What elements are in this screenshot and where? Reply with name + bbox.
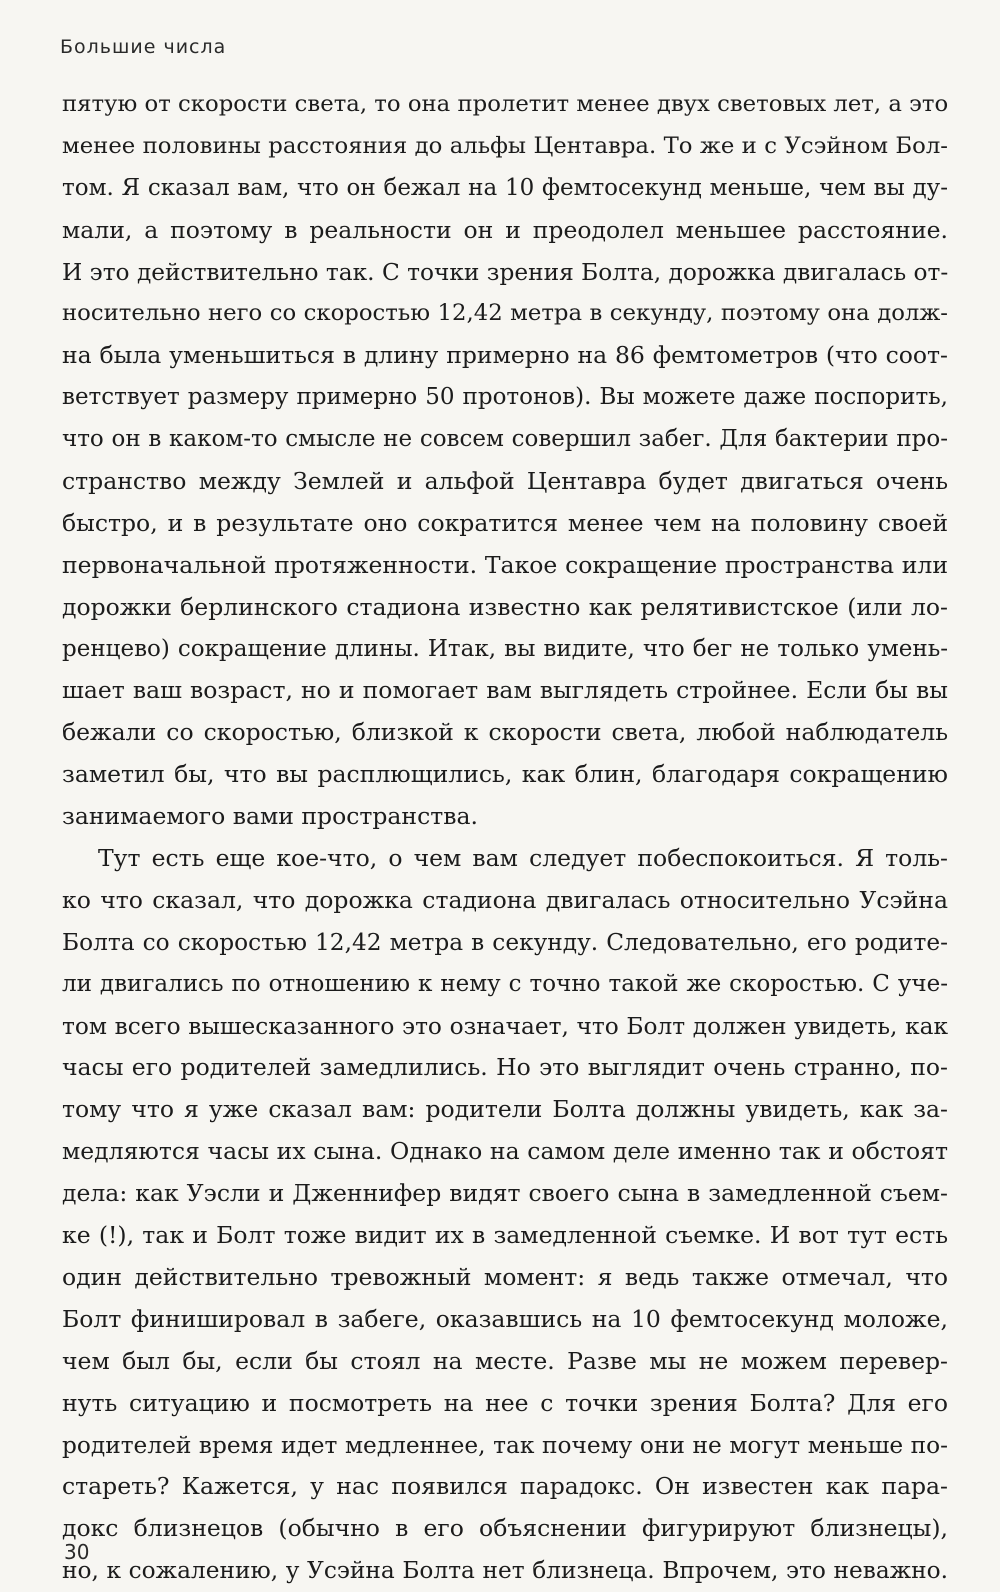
text-line: шает ваш возраст, но и помогает вам выглядеть стройнее. Если бы вы	[62, 676, 948, 705]
text-line: менее половины расстояния до альфы Центавра. То же и с Усэйном Бол-	[62, 132, 948, 159]
text-line: стареть? Кажется, у нас появился парадокс. Он известен как пара-	[62, 1472, 948, 1501]
running-head: Большие числа	[60, 36, 227, 58]
text-line: бежали со скоростью, близкой к скорости света, любой наблюдатель	[62, 718, 948, 747]
text-line: ко что сказал, что дорожка стадиона двигалась относительно Усэйна	[62, 885, 948, 914]
text-line: ветствует размеру примерно 50 протонов). Вы можете даже поспорить,	[62, 384, 948, 411]
text-line: быстро, и в результате оно сократится менее чем на половину своей	[62, 508, 948, 537]
text-line: Тут есть еще кое-что, о чем вам следует побеспокоиться. Я толь-	[98, 844, 948, 873]
text-line: заметил бы, что вы расплющились, как блин, благодаря сокращению	[62, 760, 948, 789]
text-line: дорожки берлинского стадиона известно как релятивистское (или ло-	[62, 592, 948, 621]
text-line: тому что я уже сказал вам: родители Болта должны увидеть, как за-	[62, 1095, 948, 1124]
text-line: один действительно тревожный момент: я ведь также отмечал, что	[62, 1262, 948, 1291]
text-line: ке (!), так и Болт тоже видит их в замедленной съемке. И вот тут есть	[62, 1221, 948, 1250]
text-line: носительно него со скоростью 12,42 метра в секунду, поэтому она долж-	[62, 300, 948, 327]
text-line: том всего вышесказанного это означает, что Болт должен увидеть, как	[62, 1012, 948, 1040]
text-line: странство между Землей и альфой Центавра будет двигаться очень	[62, 467, 948, 496]
text-line: на была уменьшиться в длину примерно на 86 фемтометров (что соот-	[62, 341, 948, 370]
text-line: чем был бы, если бы стоял на месте. Разве мы не можем перевер-	[62, 1346, 948, 1375]
paragraph-2	[62, 838, 948, 1592]
text-line: ренцево) сокращение длины. Итак, вы видите, что бег не только умень-	[62, 635, 948, 662]
text-line: том. Я сказал вам, что он бежал на 10 фемтосекунд меньше, чем вы ду-	[62, 174, 948, 201]
page-number: 30	[64, 1540, 90, 1564]
text-line: родителей время идет медленнее, так почему они не могут меньше по-	[62, 1431, 948, 1459]
text-line: Болт финишировал в забеге, оказавшись на 10 фемтосекунд моложе,	[62, 1304, 948, 1333]
text-line: ли двигались по отношению к нему с точно такой же скоростью. С уче-	[62, 970, 948, 997]
text-line: первоначальной протяженности. Такое сокращение пространства или	[62, 550, 948, 579]
text-line: И это действительно так. С точки зрения Болта, дорожка двигалась от-	[62, 258, 948, 286]
text-line: что он в каком-то смысле не совсем совершил забег. Для бактерии про-	[62, 426, 948, 453]
text-line: но, к сожалению, у Усэйна Болта нет близнеца. Впрочем, это неважно.	[62, 1557, 948, 1585]
text-line: часы его родителей замедлились. Но это выглядит очень странно, по-	[62, 1053, 948, 1082]
body-text	[62, 84, 948, 1592]
text-line: занимаемого вами пространства.	[62, 802, 478, 831]
text-line: Болта со скоростью 12,42 метра в секунду. Следовательно, его родите-	[62, 928, 948, 956]
text-line: нуть ситуацию и посмотреть на нее с точки зрения Болта? Для его	[62, 1388, 948, 1417]
text-line: дела: как Уэсли и Дженнифер видят своего сына в замедленной съем-	[62, 1179, 948, 1208]
text-line: мали, а поэтому в реальности он и преодолел меньшее расстояние.	[62, 215, 948, 244]
paragraph-1	[62, 84, 948, 838]
text-line: пятую от скорости света, то она пролетит менее двух световых лет, а это	[62, 91, 948, 117]
text-line: медляются часы их сына. Однако на самом деле именно так и обстоят	[62, 1137, 948, 1166]
text-line: докс близнецов (обычно в его объяснении фигурируют близнецы),	[62, 1514, 948, 1543]
